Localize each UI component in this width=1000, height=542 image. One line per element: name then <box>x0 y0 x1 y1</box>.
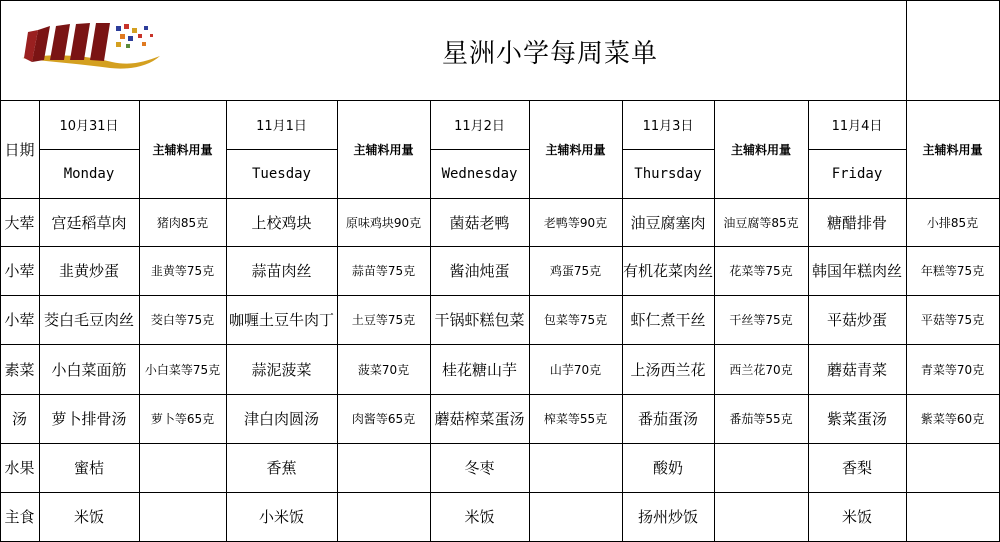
day-weekday: Tuesday <box>251 165 311 182</box>
dish-name: 津白肉圆汤 <box>243 410 319 428</box>
ingredient-amount: 茭白等75克 <box>150 313 215 327</box>
dish-name: 蒜泥菠菜 <box>251 360 312 379</box>
date-label: 日期 <box>4 140 35 159</box>
logo-graphic <box>20 20 170 70</box>
ingredient-amount: 猪肉85克 <box>156 215 209 230</box>
dish-name: 米饭 <box>464 508 495 526</box>
dish-name: 桂花糖山芋 <box>441 360 517 379</box>
ingredient-amount: 包菜等75克 <box>543 313 608 327</box>
category-label: 水果 <box>4 459 35 477</box>
dish-name: 蘑菇榨菜蛋汤 <box>434 410 525 428</box>
ingredient-amount <box>714 492 808 541</box>
page-title: 星洲小学每周菜单 <box>441 38 658 69</box>
dish-name: 油豆腐塞肉 <box>630 213 706 232</box>
category-label: 小荤 <box>4 311 35 329</box>
day-weekday: Wednesday <box>441 165 518 182</box>
category-label: 素菜 <box>4 360 35 379</box>
ingredient-amount: 萝卜等65克 <box>150 412 215 426</box>
dish-name: 平菇炒蛋 <box>826 311 887 329</box>
dish-name: 茭白毛豆肉丝 <box>43 311 134 329</box>
dish-name: 酸奶 <box>652 459 683 477</box>
day-date: 10月31日 <box>59 119 119 134</box>
dish-name: 冬枣 <box>464 459 495 477</box>
dish-name: 蜜桔 <box>73 459 104 477</box>
amount-header: 主辅料用量 <box>922 142 983 157</box>
day-date: 11月4日 <box>831 119 883 134</box>
ingredient-amount: 小白菜等75克 <box>144 362 221 377</box>
ingredient-amount <box>529 443 622 492</box>
ingredient-amount: 西兰花70克 <box>729 362 793 377</box>
day-weekday: Friday <box>831 165 883 182</box>
day-date: 11月1日 <box>256 119 307 134</box>
dish-name: 宫廷稻草肉 <box>51 213 127 232</box>
amount-header: 主辅料用量 <box>353 142 414 157</box>
ingredient-amount: 青菜等70克 <box>920 362 985 377</box>
ingredient-amount: 韭黄等75克 <box>150 264 215 278</box>
ingredient-amount: 鸡蛋75克 <box>549 264 602 278</box>
ingredient-amount: 榨菜等55克 <box>543 412 608 426</box>
dish-name: 菌菇老鸭 <box>449 213 510 232</box>
category-label: 汤 <box>11 410 27 428</box>
day-weekday: Monday <box>63 165 115 182</box>
day-weekday: Thursday <box>634 165 702 182</box>
dish-name: 韭黄炒蛋 <box>58 262 119 280</box>
ingredient-amount: 花菜等75克 <box>729 264 793 278</box>
ingredient-amount: 干丝等75克 <box>729 313 793 327</box>
ingredient-amount <box>906 492 999 541</box>
ingredient-amount: 油豆腐等85克 <box>723 215 799 230</box>
ingredient-amount: 番茄等55克 <box>729 412 793 426</box>
grid-line <box>0 0 1000 1</box>
ingredient-amount <box>139 443 226 492</box>
ingredient-amount <box>529 492 622 541</box>
ingredient-amount: 紫菜等60克 <box>920 412 985 426</box>
dish-name: 香梨 <box>841 459 872 477</box>
day-date: 11月2日 <box>454 119 505 134</box>
dish-name: 韩国年糕肉丝 <box>811 262 902 280</box>
dish-name: 萝卜排骨汤 <box>51 410 127 428</box>
dish-name: 咖喱土豆牛肉丁 <box>228 311 334 329</box>
ingredient-amount: 年糕等75克 <box>920 264 985 278</box>
ingredient-amount: 原味鸡块90克 <box>345 215 422 230</box>
ingredient-amount: 老鸭等90克 <box>543 215 608 230</box>
dish-name: 小米饭 <box>258 508 304 526</box>
ingredient-amount <box>337 492 430 541</box>
dish-name: 糖醋排骨 <box>826 213 887 232</box>
dish-name: 米饭 <box>73 508 104 526</box>
dish-name: 扬州炒饭 <box>637 508 698 526</box>
dish-name: 小白菜面筋 <box>51 360 127 379</box>
ingredient-amount <box>139 492 226 541</box>
dish-name: 蘑菇青菜 <box>826 360 887 379</box>
day-date: 11月3日 <box>642 119 694 134</box>
dish-name: 蒜苗肉丝 <box>251 262 312 280</box>
dish-name: 有机花菜肉丝 <box>622 262 713 280</box>
ingredient-amount: 山芋70克 <box>549 362 602 377</box>
amount-header: 主辅料用量 <box>730 142 791 157</box>
dish-name: 番茄蛋汤 <box>637 410 698 428</box>
category-label: 小荤 <box>4 262 35 280</box>
category-label: 主食 <box>4 508 35 526</box>
ingredient-amount: 蒜苗等75克 <box>351 264 416 278</box>
dish-name: 虾仁煮干丝 <box>630 311 706 329</box>
dish-name: 米饭 <box>841 508 872 526</box>
dish-name: 香蕉 <box>266 459 297 477</box>
amount-header: 主辅料用量 <box>545 142 606 157</box>
ingredient-amount: 土豆等75克 <box>351 313 416 327</box>
ingredient-amount: 平菇等75克 <box>920 313 985 327</box>
ingredient-amount: 肉酱等65克 <box>351 412 416 426</box>
dish-name: 紫菜蛋汤 <box>826 410 887 428</box>
ingredient-amount: 小排85克 <box>926 215 979 230</box>
ingredient-amount <box>337 443 430 492</box>
grid-line <box>906 0 907 101</box>
ingredient-amount <box>714 443 808 492</box>
category-label: 大荤 <box>4 213 35 232</box>
dish-name: 上汤西兰花 <box>630 360 706 379</box>
dish-name: 上校鸡块 <box>251 213 312 232</box>
ingredient-amount <box>906 443 999 492</box>
ingredient-amount: 菠菜70克 <box>357 362 410 377</box>
amount-header: 主辅料用量 <box>152 142 213 157</box>
dish-name: 干锅虾糕包菜 <box>434 311 525 329</box>
dish-name: 酱油炖蛋 <box>449 262 510 280</box>
school-logo <box>20 20 170 70</box>
